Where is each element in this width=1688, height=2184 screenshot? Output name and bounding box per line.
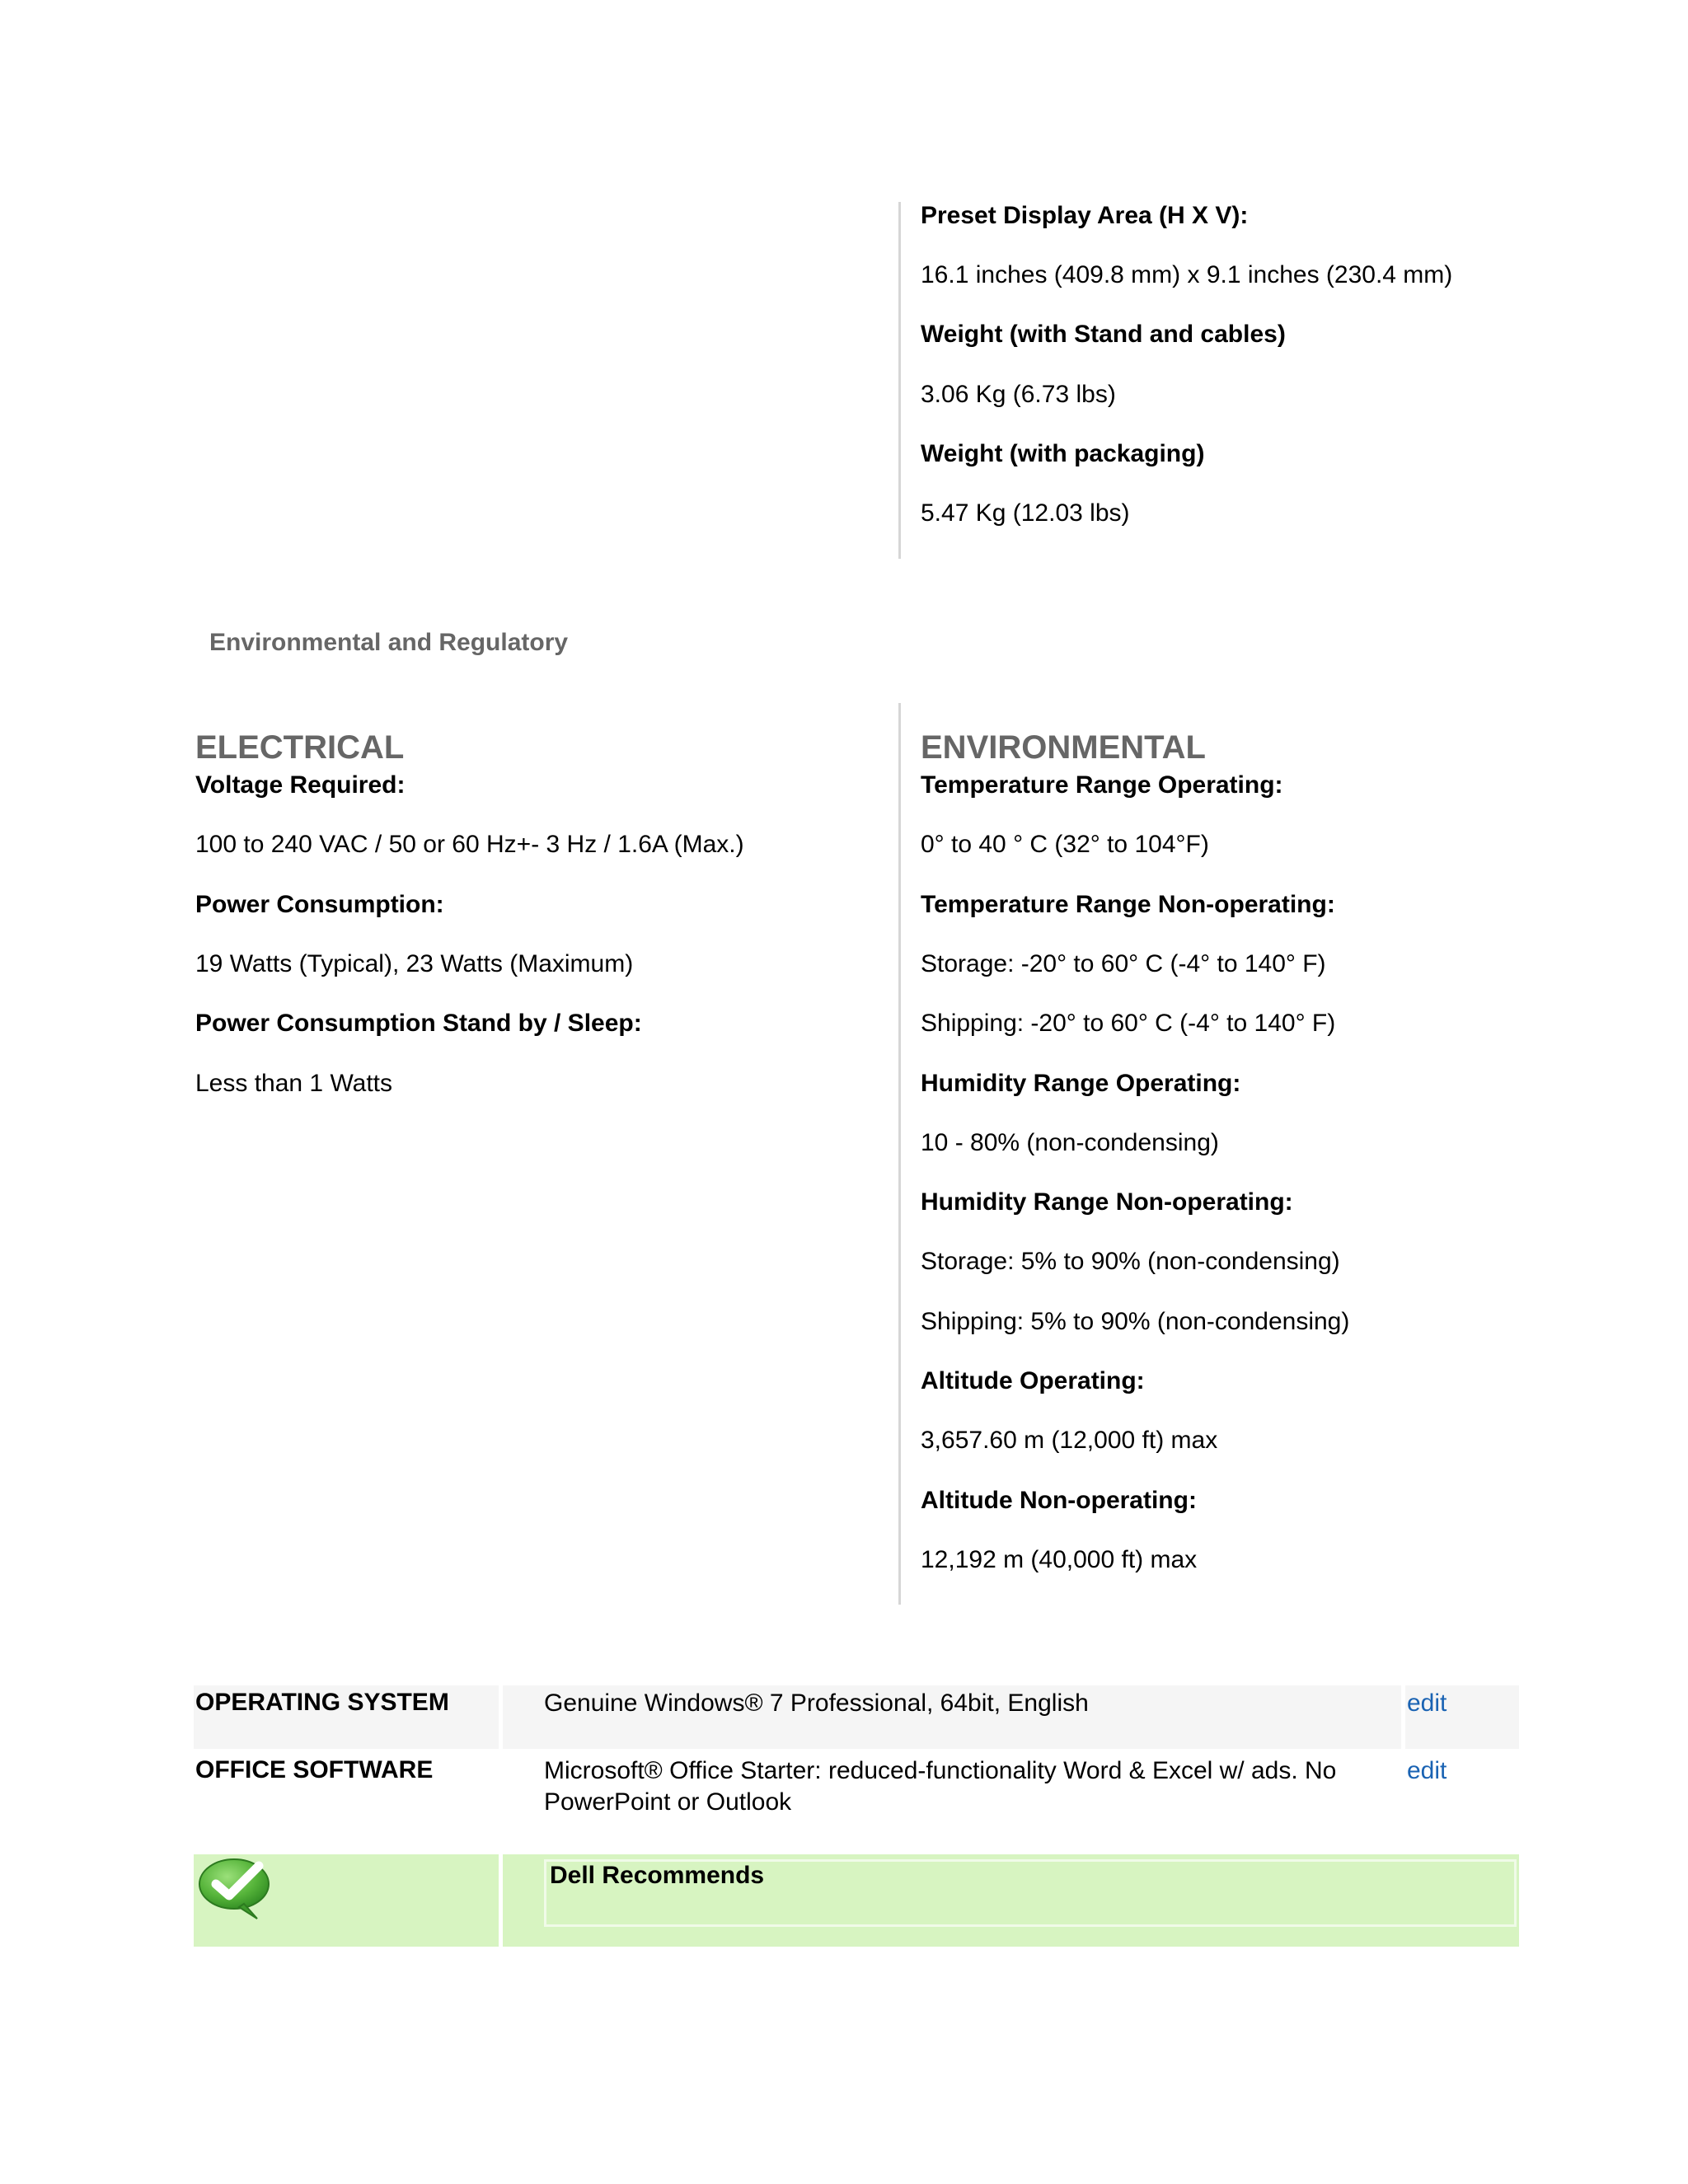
environmental-heading: ENVIRONMENTAL [921, 729, 1206, 766]
env-value-humidity-operating: 10 - 80% (non-condensing) [921, 1129, 1219, 1156]
os-label: OPERATING SYSTEM [195, 1689, 449, 1716]
spec-column-divider [898, 703, 901, 1605]
electrical-label-standby: Power Consumption Stand by / Sleep: [195, 1010, 642, 1037]
electrical-value-standby: Less than 1 Watts [195, 1070, 393, 1097]
recommend-label: Dell Recommends [550, 1862, 765, 1889]
env-value-temp-shipping: Shipping: -20° to 60° C (-4° to 140° F) [921, 1010, 1336, 1037]
env-value-altitude-operating: 3,657.60 m (12,000 ft) max [921, 1427, 1218, 1454]
office-label: OFFICE SOFTWARE [195, 1756, 434, 1783]
env-label-humidity-nonoperating: Humidity Range Non-operating: [921, 1188, 1293, 1216]
spec-label-weight-stand: Weight (with Stand and cables) [921, 321, 1286, 348]
env-value-temp-storage: Storage: -20° to 60° C (-4° to 140° F) [921, 950, 1326, 977]
electrical-value-voltage: 100 to 240 VAC / 50 or 60 Hz+- 3 Hz / 1.6A (Max.) [195, 831, 744, 858]
env-value-altitude-nonoperating: 12,192 m (40,000 ft) max [921, 1546, 1198, 1573]
office-edit-link[interactable]: edit [1407, 1757, 1447, 1784]
office-value-line1: Microsoft® Office Starter: reduced-functionality Word & Excel w/ ads. No [544, 1757, 1337, 1784]
checkmark-speech-bubble-icon [198, 1856, 277, 1920]
spec-label-weight-packaging: Weight (with packaging) [921, 440, 1205, 467]
office-value-line2: PowerPoint or Outlook [544, 1788, 792, 1816]
spec-value-weight-packaging: 5.47 Kg (12.03 lbs) [921, 499, 1130, 527]
top-column-divider [898, 202, 901, 559]
env-label-altitude-operating: Altitude Operating: [921, 1367, 1145, 1394]
os-edit-link[interactable]: edit [1407, 1690, 1447, 1717]
electrical-heading: ELECTRICAL [195, 729, 405, 766]
env-value-temp-operating: 0° to 40 ° C (32° to 104°F) [921, 831, 1209, 858]
electrical-label-power: Power Consumption: [195, 891, 444, 918]
spec-value-weight-stand: 3.06 Kg (6.73 lbs) [921, 381, 1116, 408]
section-title: Environmental and Regulatory [209, 629, 569, 656]
electrical-label-voltage: Voltage Required: [195, 771, 406, 799]
env-label-temp-nonoperating: Temperature Range Non-operating: [921, 891, 1335, 918]
env-label-humidity-operating: Humidity Range Operating: [921, 1070, 1241, 1097]
electrical-value-power: 19 Watts (Typical), 23 Watts (Maximum) [195, 950, 634, 977]
env-value-humidity-storage: Storage: 5% to 90% (non-condensing) [921, 1248, 1340, 1275]
spec-value-display-area: 16.1 inches (409.8 mm) x 9.1 inches (230.4 mm) [921, 261, 1453, 288]
env-label-altitude-nonoperating: Altitude Non-operating: [921, 1487, 1197, 1514]
env-label-temp-operating: Temperature Range Operating: [921, 771, 1283, 799]
spec-label-display-area: Preset Display Area (H X V): [921, 202, 1249, 229]
env-value-humidity-shipping: Shipping: 5% to 90% (non-condensing) [921, 1308, 1350, 1335]
os-value: Genuine Windows® 7 Professional, 64bit, English [544, 1690, 1089, 1717]
